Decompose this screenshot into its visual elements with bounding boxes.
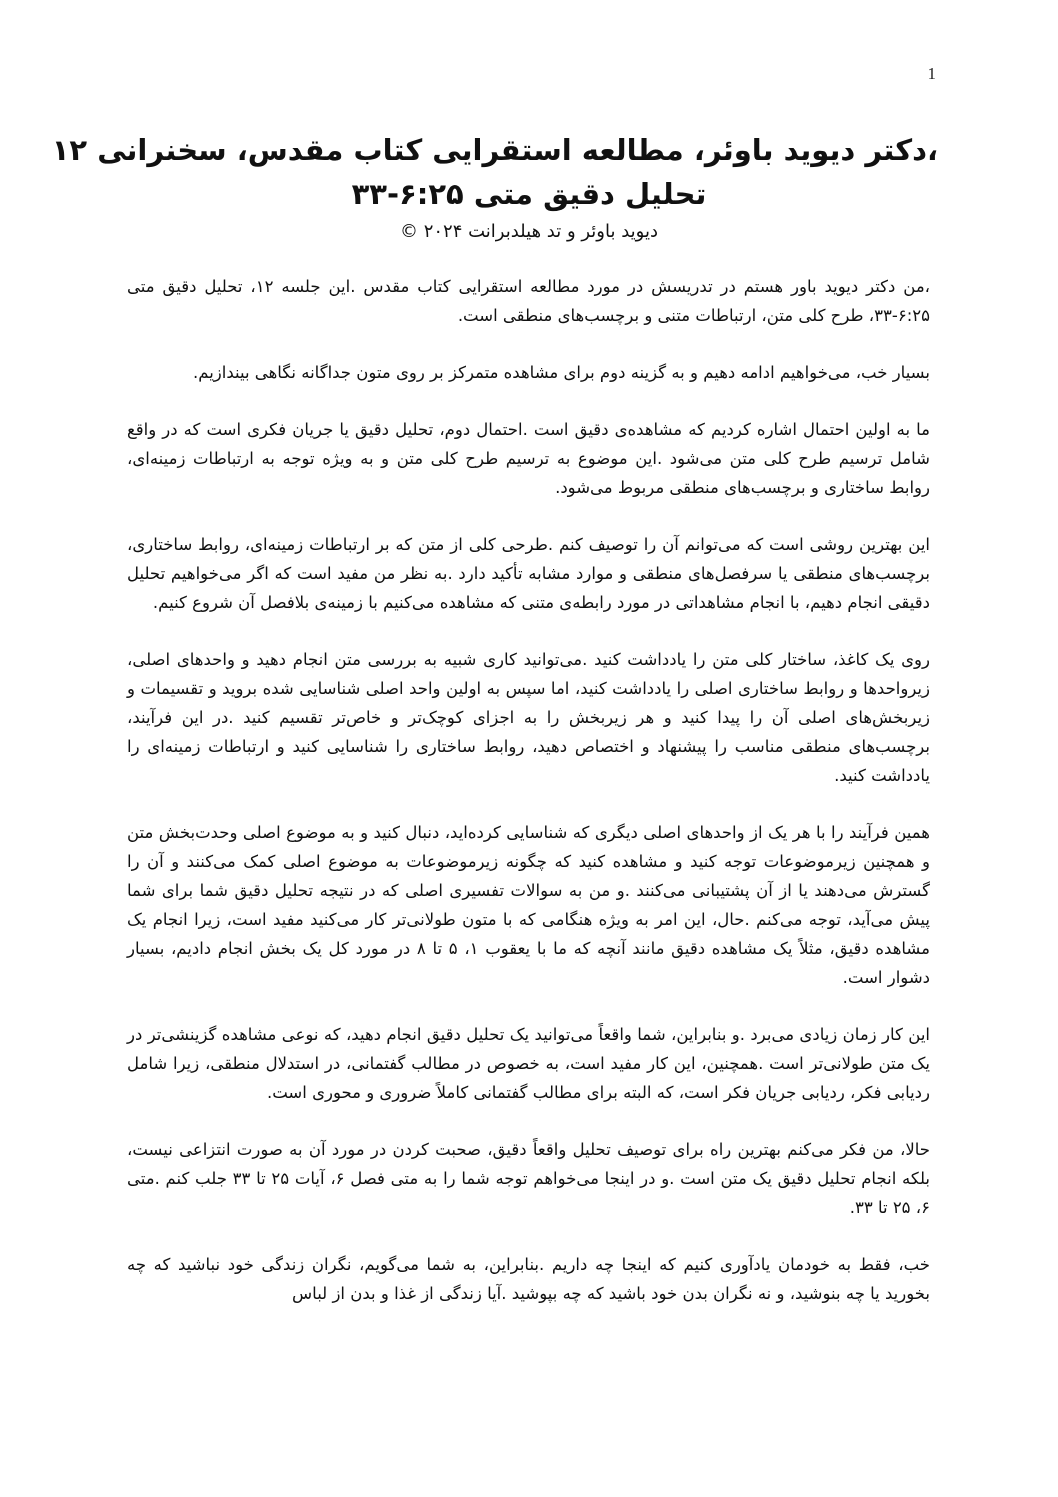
title-block xyxy=(51,128,938,246)
paragraph: ،من دکتر دیوید باور هستم در تدریسش در مورد مطالعه استقرایی کتاب مقدس .این جلسه ۱۲، تحلیل دقیق متی ۶:۲۵-۳۳، طرح کلی متن، ارتباطات متنی و برچسب‌های منطقی است. xyxy=(127,277,930,325)
paragraph: بسیار خب، می‌خواهیم ادامه دهیم و به گزینه دوم برای مشاهده متمرکز بر روی متون جداگانه نگاهی بیندازیم. xyxy=(192,363,930,382)
paragraph: خب، فقط به خودمان یادآوری کنیم که اینجا چه داریم .بنابراین، به شما می‌گویم، نگران زندگی خود نباشید که چه بخورید یا چه بنوشید، و نه نگران بدن خود باشید که چه بپوشید .آیا زندگی از غذا و بدن از لباس xyxy=(127,1255,930,1303)
paragraph: همین فرآیند را با هر یک از واحدهای اصلی دیگری که شناسایی کرده‌اید، دنبال کنید و به موضوع اصلی وحدت‌بخش متن و همچنین زیرموضوعات توجه کنید و مشاهده کنید که چگونه زیرموضوعات به موضوع اصلی کمک می‌کنند و آن را گسترش می‌دهند یا از آن پشتیبانی می‌کنند .و من به سوالات تفسیری اصلی که در نتیجه تحلیل دقیق شما برای شما پیش می‌آید، توجه می‌کنم .حال، این امر به ویژه هنگامی که با متون طولانی‌تر کار می‌کنید مفید است، زیرا انجام یک مشاهده دقیق، مثلاً یک مشاهده دقیق مانند آنچه که ما با یعقوب ۱، ۵ تا ۸ در مورد کل یک بخش انجام دادیم، بسیار دشوار است. xyxy=(127,823,930,987)
paragraph: حالا، من فکر می‌کنم بهترین راه برای توصیف تحلیل واقعاً دقیق، صحبت کردن در مورد آن به صورت انتزاعی نیست، بلکه انجام تحلیل دقیق یک متن است .و در اینجا می‌خواهم توجه شما را به متی فصل ۶، آیات ۲۵ تا ۳۳ جلب کنم .متی ۶، ۲۵ تا ۳۳. xyxy=(127,1140,930,1217)
document-body xyxy=(127,272,930,1336)
title-line-1: ،دکتر دیوید باوئر، مطالعه استقرایی کتاب مقدس، سخنرانی ۱۲ xyxy=(51,133,938,167)
paragraph: این بهترین روشی است که می‌توانم آن را توصیف کنم .طرحی کلی از متن که بر ارتباطات زمینه‌ای، روابط ساختاری، برچسب‌های منطقی یا سرفصل‌های منطقی و موارد مشابه تأکید دارد .به نظر من مفید است که اگر می‌خواهیم تحلیل دقیقی انجام دهیم، با انجام مشاهداتی در مورد رابطه‌ی متنی که مشاهده می‌کنیم با زمینه‌ی بلافصل آن شروع کنیم. xyxy=(127,535,930,612)
paragraph: ما به اولین احتمال اشاره کردیم که مشاهده‌ی دقیق است .احتمال دوم، تحلیل دقیق یا جریان فکری است که در واقع شامل ترسیم طرح کلی متن می‌شود .این موضوع به ترسیم طرح کلی متن و به ویژه توجه به ارتباطات زمینه‌ای، روابط ساختاری و برچسب‌های منطقی مربوط می‌شود. xyxy=(127,420,930,497)
page-number: 1 xyxy=(927,64,936,83)
paragraph: این کار زمان زیادی می‌برد .و بنابراین، شما واقعاً می‌توانید یک تحلیل دقیق انجام دهید، که نوعی مشاهده گزینشی‌تر در یک متن طولانی‌تر است .همچنین، این کار مفید است، به خصوص در مطالب گفتمانی، در استدلال منطقی، زیرا شامل ردیابی فکر، ردیابی جریان فکر است، که البته برای مطالب گفتمانی کاملاً ضروری و محوری است. xyxy=(127,1025,930,1102)
copyright-line: دیوید باوئر و تد هیلدبرانت ۲۰۲۴ © xyxy=(399,221,659,242)
title-line-2: تحلیل دقیق متی ۶:۲۵-۳۳ xyxy=(351,177,707,211)
paragraph: روی یک کاغذ، ساختار کلی متن را یادداشت کنید .می‌توانید کاری شبیه به بررسی متن انجام دهید و واحدهای اصلی، زیرواحدها و روابط ساختاری اصلی را یادداشت کنید، اما سپس به اولین واحد اصلی شناسایی شده بروید و تقسیمات و زیربخش‌های اصلی آن را پیدا کنید و هر زیربخش را به اجزای کوچک‌تر و خاص‌تر تقسیم کنید .در این فرآیند، برچسب‌های منطقی مناسب را پیشنهاد و اختصاص دهید، روابط ساختاری را شناسایی کنید و ارتباطات زمینه‌ای را یادداشت کنید. xyxy=(127,650,930,785)
